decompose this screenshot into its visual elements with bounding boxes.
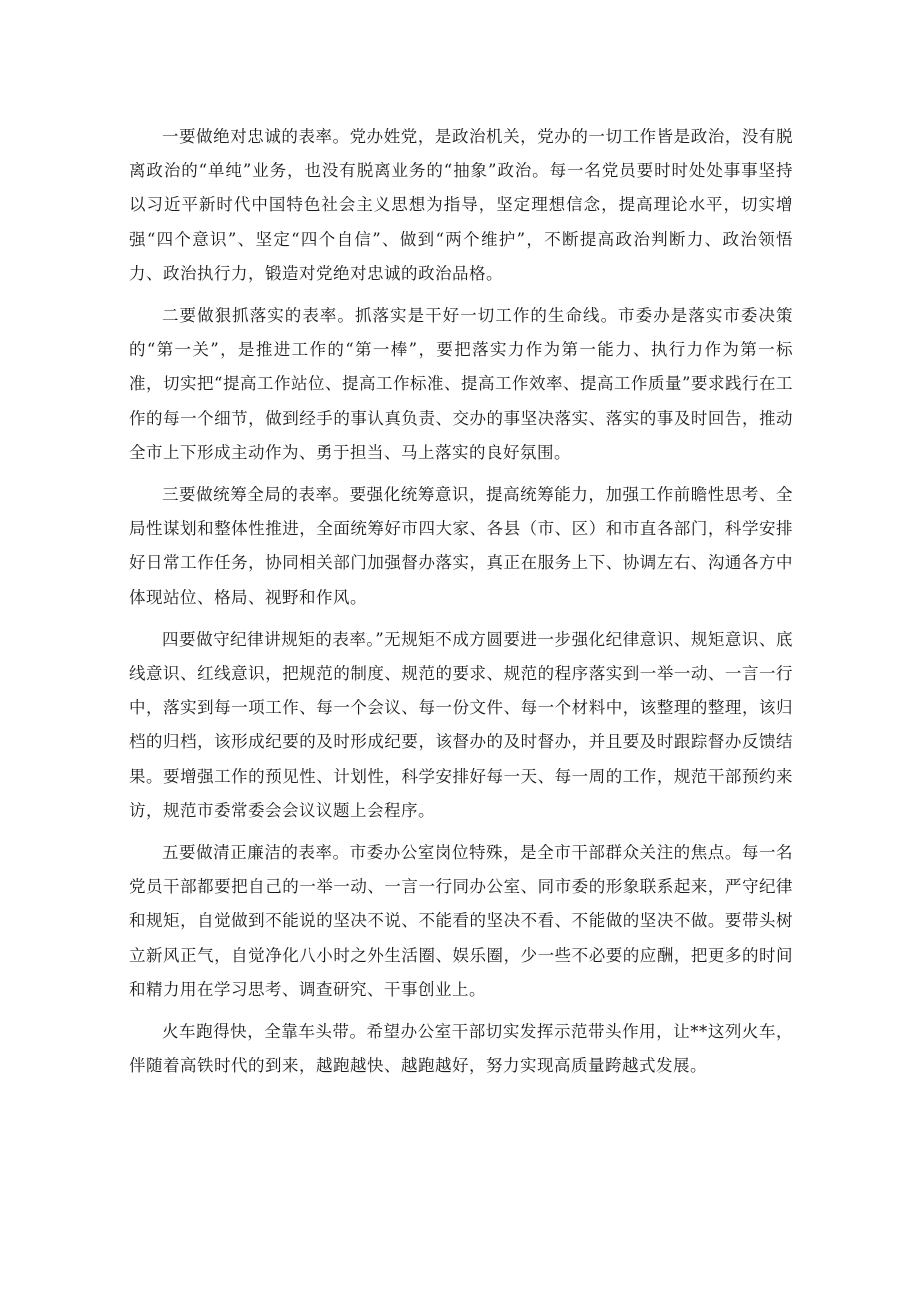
paragraph-integrity: 五要做清正廉洁的表率。市委办公室岗位特殊，是全市干部群众关注的焦点。每一名党员干部都要把自己的一举一动、一言一行同办公室、同市委的形象联系起来，严守纪律和规矩，自觉做到不能说的坚决不说、不能看的坚决不看、不能做的坚决不做。要带头树立新风正气，自觉净化八小时之外生活圈、娱乐圈，少一些不必要的应酬，把更多的时间和精力用在学习思考、调查研究、干事创业上。 — [129, 843, 793, 999]
paragraph-loyalty: 一要做绝对忠诚的表率。党办姓党，是政治机关，党办的一切工作皆是政治，没有脱离政治的“单纯”业务，也没有脱离业务的“抽象”政治。每一名党员要时时处处事事坚持以习近平新时代中国特色社会主义思想为指导，坚定理想信念，提高理论水平，切实增强“四个意识”、坚定“四个自信”、做到“两个维护”，不断提高政治判断力、政治领悟力、政治执行力，锻造对党绝对忠诚的政治品格。 — [129, 127, 793, 283]
document-body — [129, 120, 793, 1091]
paragraph-overall-planning: 三要做统筹全局的表率。要强化统筹意识，提高统筹能力，加强工作前瞻性思考、全局性谋划和整体性推进，全面统筹好市四大家、各县（市、区）和市直各部门，科学安排好日常工作任务，协同相关部门加强督办落实，真正在服务上下、协调左右、沟通各方中体现站位、格局、视野和作风。 — [129, 485, 793, 607]
paragraph-implementation: 二要做狠抓落实的表率。抓落实是干好一切工作的生命线。市委办是落实市委决策的“第一关”，是推进工作的“第一棒”，要把落实力作为第一能力、执行力作为第一标准，切实把“提高工作站位、提高工作标准、提高工作效率、提高工作质量”要求践行在工作的每一个细节，做到经手的事认真负责、交办的事坚决落实、落实的事及时回告，推动全市上下形成主动作为、勇于担当、马上落实的良好氛围。 — [129, 306, 793, 462]
paragraph-conclusion: 火车跑得快，全靠车头带。希望办公室干部切实发挥示范带头作用，让**这列火车，伴随着高铁时代的到来，越跑越快、越跑越好，努力实现高质量跨越式发展。 — [129, 1022, 793, 1076]
paragraph-discipline: 四要做守纪律讲规矩的表率。”无规矩不成方圆要进一步强化纪律意识、规矩意识、底线意识、红线意识，把规范的制度、规范的要求、规范的程序落实到一举一动、一言一行中，落实到每一项工作、每一个会议、每一份文件、每一个材料中，该整理的整理，该归档的归档，该形成纪要的及时形成纪要，该督办的及时督办，并且要及时跟踪督办反馈结果。要增强工作的预见性、计划性，科学安排好每一天、每一周的工作，规范干部预约来访，规范市委常委会会议议题上会程序。 — [129, 629, 793, 820]
